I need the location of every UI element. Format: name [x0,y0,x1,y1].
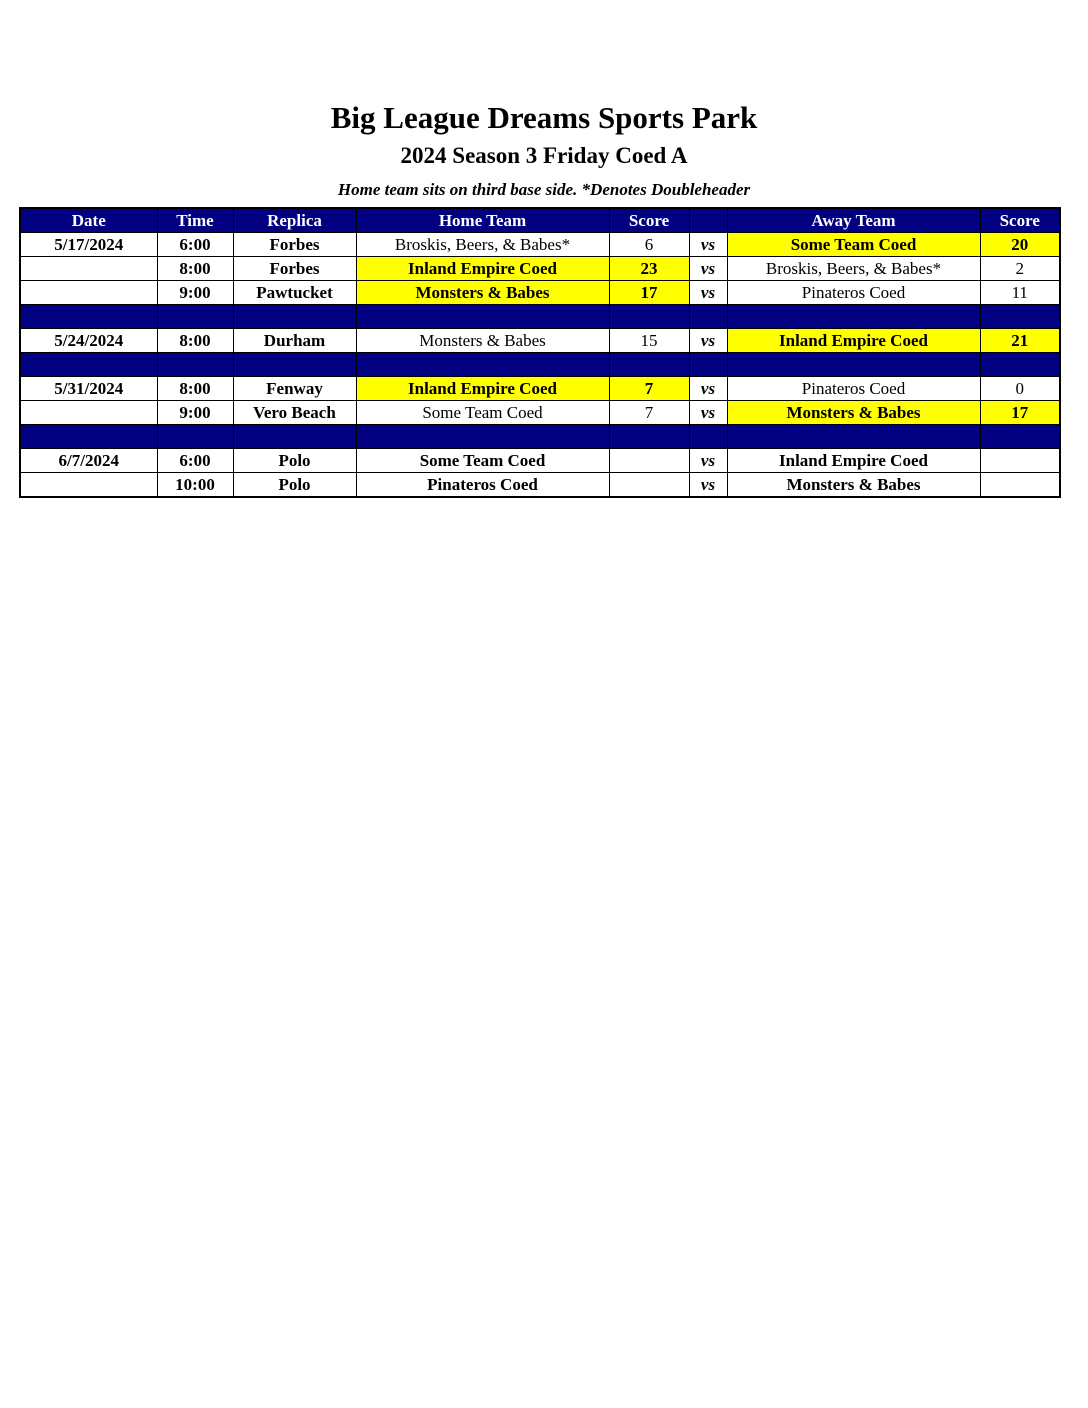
separator-cell [356,353,609,377]
table-row [20,473,1060,498]
table-row [20,449,1060,473]
separator-cell [727,425,980,449]
header-away-score: Score [980,208,1060,233]
separator-cell [20,305,157,329]
separator-cell [689,353,727,377]
separator-cell [980,425,1060,449]
vs-cell: vs [689,473,727,498]
separator-cell [980,305,1060,329]
separator-cell [980,353,1060,377]
away-score-cell: 2 [980,257,1060,281]
separator-cell [689,305,727,329]
date-cell [20,473,157,498]
away-team-cell: Monsters & Babes [727,401,980,425]
replica-cell: Durham [233,329,356,353]
away-team-cell: Broskis, Beers, & Babes* [727,257,980,281]
separator-cell [157,305,233,329]
separator-row [20,305,1060,329]
away-score-cell [980,449,1060,473]
home-score-cell: 6 [609,233,689,257]
home-score-cell [609,473,689,498]
home-team-cell: Some Team Coed [356,449,609,473]
table-row [20,257,1060,281]
away-team-cell: Inland Empire Coed [727,449,980,473]
vs-cell: vs [689,281,727,305]
vs-cell: vs [689,233,727,257]
home-team-cell: Some Team Coed [356,401,609,425]
separator-cell [356,425,609,449]
separator-cell [356,305,609,329]
separator-cell [233,353,356,377]
date-cell [20,281,157,305]
page-subtitle: 2024 Season 3 Friday Coed A [400,143,688,168]
home-team-cell: Monsters & Babes [356,281,609,305]
away-score-cell: 0 [980,377,1060,401]
home-team-cell: Monsters & Babes [356,329,609,353]
away-team-cell: Monsters & Babes [727,473,980,498]
home-team-cell: Pinateros Coed [356,473,609,498]
header-date: Date [20,208,157,233]
replica-cell: Pawtucket [233,281,356,305]
vs-cell: vs [689,329,727,353]
page-title: Big League Dreams Sports Park [330,100,758,135]
replica-cell: Forbes [233,233,356,257]
separator-cell [157,425,233,449]
vs-cell: vs [689,449,727,473]
replica-cell: Vero Beach [233,401,356,425]
date-cell: 5/31/2024 [20,377,157,401]
home-score-cell: 17 [609,281,689,305]
home-team-cell: Inland Empire Coed [356,257,609,281]
away-team-cell: Pinateros Coed [727,377,980,401]
replica-cell: Forbes [233,257,356,281]
away-team-cell: Some Team Coed [727,233,980,257]
separator-cell [233,305,356,329]
home-score-cell: 7 [609,377,689,401]
time-cell: 8:00 [157,329,233,353]
table-row [20,281,1060,305]
home-score-cell: 23 [609,257,689,281]
date-cell: 6/7/2024 [20,449,157,473]
replica-cell: Polo [233,473,356,498]
away-score-cell: 21 [980,329,1060,353]
vs-cell: vs [689,401,727,425]
time-cell: 9:00 [157,281,233,305]
time-cell: 6:00 [157,449,233,473]
header-home-score: Score [609,208,689,233]
schedule-note: Home team sits on third base side. *Denotes Doubleheader [337,180,751,199]
away-score-cell: 11 [980,281,1060,305]
time-cell: 10:00 [157,473,233,498]
separator-row [20,425,1060,449]
home-team-cell: Broskis, Beers, & Babes* [356,233,609,257]
table-header-row [20,208,1060,233]
header-time: Time [157,208,233,233]
away-team-cell: Inland Empire Coed [727,329,980,353]
home-score-cell: 15 [609,329,689,353]
header-vs [689,208,727,233]
separator-cell [20,353,157,377]
separator-cell [157,353,233,377]
time-cell: 8:00 [157,377,233,401]
away-score-cell [980,473,1060,498]
away-score-cell: 17 [980,401,1060,425]
table-row [20,377,1060,401]
replica-cell: Fenway [233,377,356,401]
separator-cell [609,425,689,449]
separator-cell [727,305,980,329]
home-score-cell [609,449,689,473]
time-cell: 6:00 [157,233,233,257]
separator-cell [609,353,689,377]
away-team-cell: Pinateros Coed [727,281,980,305]
separator-cell [233,425,356,449]
schedule-table [19,207,1061,498]
header-replica: Replica [233,208,356,233]
separator-cell [689,425,727,449]
date-cell: 5/24/2024 [20,329,157,353]
replica-cell: Polo [233,449,356,473]
separator-row [20,353,1060,377]
table-row [20,401,1060,425]
vs-cell: vs [689,257,727,281]
home-team-cell: Inland Empire Coed [356,377,609,401]
date-cell: 5/17/2024 [20,233,157,257]
header-home-team: Home Team [356,208,609,233]
separator-cell [20,425,157,449]
home-score-cell: 7 [609,401,689,425]
time-cell: 8:00 [157,257,233,281]
vs-cell: vs [689,377,727,401]
header-away-team: Away Team [727,208,980,233]
table-row [20,329,1060,353]
separator-cell [609,305,689,329]
date-cell [20,257,157,281]
away-score-cell: 20 [980,233,1060,257]
time-cell: 9:00 [157,401,233,425]
separator-cell [727,353,980,377]
table-row [20,233,1060,257]
date-cell [20,401,157,425]
